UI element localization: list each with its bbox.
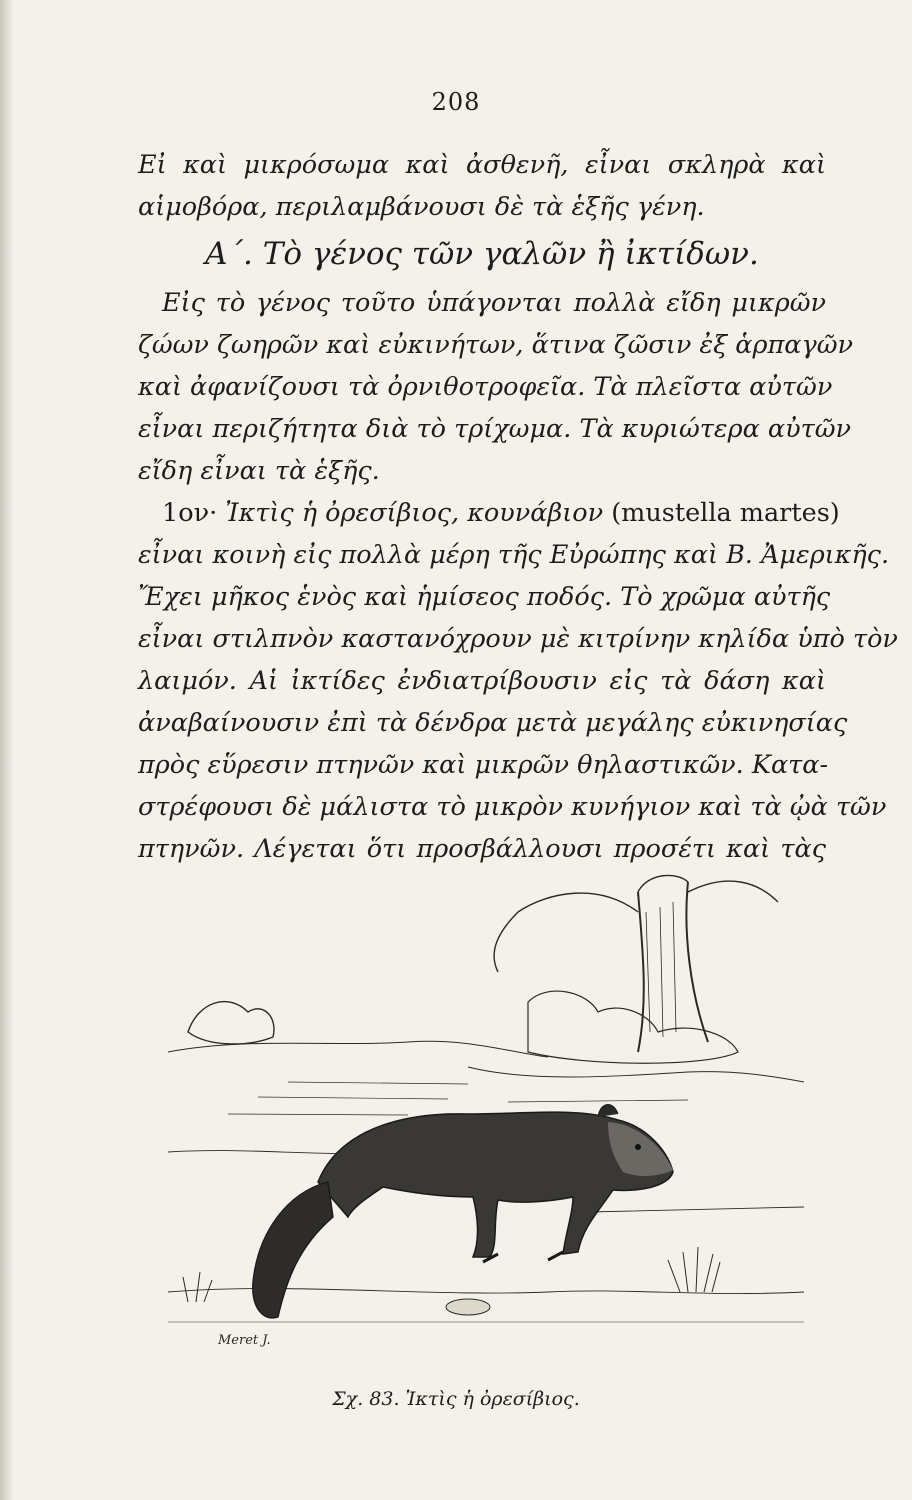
page-edge-shadow [0, 0, 14, 1500]
paragraph-line: ζώων ζωηρῶν καὶ εὐκινήτων, ἅτινα ζῶσιν ἐξ ἁρπαγῶν [138, 330, 853, 360]
paragraph-line: Εἰς τὸ γένος τοῦτο ὑπάγονται πολλὰ εἴδη μικρῶν [162, 288, 826, 318]
paragraph-line: εἶναι περιζήτητα διὰ τὸ τρίχωμα. Τὰ κυριώτερα αὐτῶν [138, 414, 852, 444]
species-ordinal: 1ον· [162, 498, 218, 528]
figure-caption: Σχ. 83. Ἰκτὶς ἡ ὀρεσίβιος. [332, 1388, 580, 1410]
species-title-line [138, 498, 840, 528]
text-block [138, 150, 898, 876]
page-number: 208 [431, 88, 481, 116]
species-name: Ἰκτὶς ἡ ὀρεσίβιος, κουνάβιον [225, 498, 604, 528]
intro-line: αἱμοβόρα, περιλαμβάνουσι δὲ τὰ ἑξῆς γένη. [138, 192, 705, 222]
marten-illustration [168, 852, 804, 1362]
intro-line: Εἰ καὶ μικρόσωμα καὶ ἀσθενῆ, εἶναι σκληρὰ καὶ [138, 150, 826, 180]
paragraph-line: εἴδη εἶναι τὰ ἑξῆς. [138, 456, 380, 486]
paragraph-line: εἶναι κοινὴ εἰς πολλὰ μέρη τῆς Εὐρώπης καὶ Β. Ἀμερικῆς. [138, 540, 890, 570]
paragraph-line: στρέφουσι δὲ μάλιστα τὸ μικρὸν κυνήγιον καὶ τὰ ᾠὰ τῶν [138, 792, 887, 822]
paragraph-line: ἀναβαίνουσιν ἐπὶ τὰ δένδρα μετὰ μεγάλης εὐκινησίας [138, 708, 848, 738]
paragraph-line: πτηνῶν. Λέγεται ὅτι προσβάλλουσι προσέτι καὶ τὰς [138, 834, 826, 864]
paragraph-line: εἶναι στιλπνὸν καστανόχρουν μὲ κιτρίνην κηλίδα ὑπὸ τὸν [138, 624, 898, 654]
paragraph-line: πρὸς εὕρεσιν πτηνῶν καὶ μικρῶν θηλαστικῶν. Κατα- [138, 750, 829, 780]
paragraph-line: λαιμόν. Αἱ ἰκτίδες ἐνδιατρίβουσιν εἰς τὰ δάση καὶ [138, 666, 826, 696]
paragraph-line: Ἔχει μῆκος ἑνὸς καὶ ἡμίσεος ποδός. Τὸ χρῶμα αὐτῆς [138, 582, 831, 612]
species-latin-name: (mustella martes) [611, 498, 840, 528]
paragraph-line: καὶ ἀφανίζουσι τὰ ὀρνιθοτροφεῖα. Τὰ πλεῖστα αὐτῶν [138, 372, 833, 402]
section-heading: Α΄. Τὸ γένος τῶν γαλῶν ἢ ἰκτίδων. [205, 236, 759, 272]
engraver-signature: Meret J. [218, 1333, 271, 1348]
